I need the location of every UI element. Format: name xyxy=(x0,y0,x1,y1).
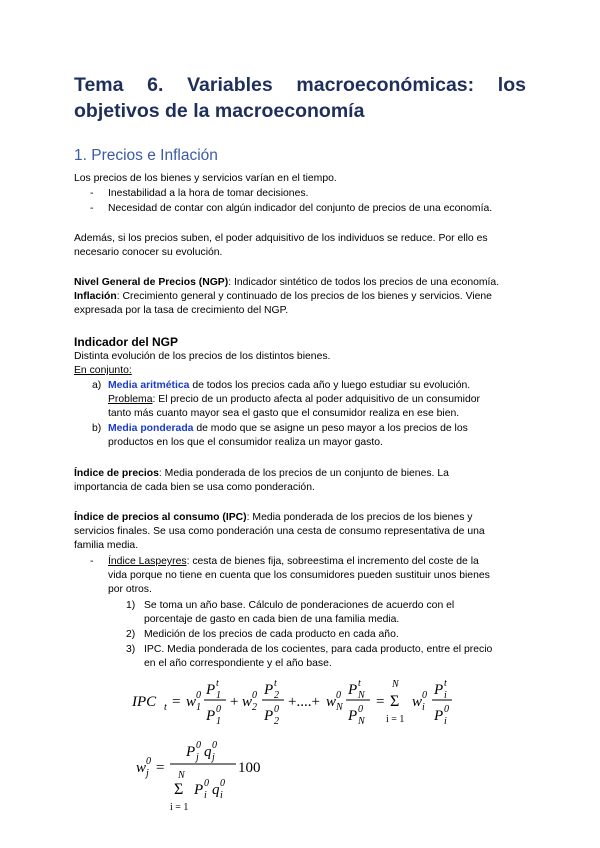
item-b-line-2: productos en los que el consumidor realiza un mayor gasto. xyxy=(108,437,383,448)
step-text: IPC. Media ponderada de los cocientes, para cada producto, entre el precio xyxy=(144,644,493,655)
laspeyres-line-2: vida porque no tiene en cuenta que los consumidores pueden sustituir unos bienes xyxy=(108,570,490,581)
svg-text:i = 1: i = 1 xyxy=(170,802,189,813)
problema-label: Problema xyxy=(108,394,153,405)
formula-sum: Σ xyxy=(390,693,400,710)
bullet-dash: - xyxy=(90,203,94,214)
inflacion-line-2: expresada por la tasa de crecimiento del NGP. xyxy=(74,305,289,316)
step-number: 2) xyxy=(126,629,136,640)
step-text: Se toma un año base. Cálculo de ponderaciones de acuerdo con el xyxy=(144,600,455,611)
formula-sum-top: N xyxy=(392,679,399,690)
svg-text:P: P xyxy=(264,708,274,724)
svg-text:t: t xyxy=(216,678,219,689)
svg-text:1: 1 xyxy=(216,690,221,701)
svg-text:t: t xyxy=(274,678,277,689)
svg-text:i: i xyxy=(444,690,447,701)
ipc-line-3: familia media. xyxy=(74,540,139,551)
indicador-text: Distinta evolución de los precios de los distintos bienes. xyxy=(74,351,331,362)
en-conjunto: En conjunto: xyxy=(74,365,132,376)
svg-text:P: P xyxy=(186,744,196,760)
ipc-formula xyxy=(130,672,470,732)
item-a-line-2 xyxy=(108,393,526,408)
bullet-dash: - xyxy=(90,188,94,199)
ngp-definition xyxy=(74,276,526,291)
indice-line-2: importancia de cada bien se usa como ponderación. xyxy=(74,482,315,493)
svg-text:0: 0 xyxy=(336,690,341,701)
svg-text:i: i xyxy=(204,790,207,801)
ademas-line-1: Además, si los precios suben, el poder adquisitivo de los individuos se reduce. Por ello es xyxy=(74,233,488,244)
laspeyres-dash: - xyxy=(90,556,94,567)
svg-text:j: j xyxy=(146,768,149,779)
svg-text:N: N xyxy=(336,702,343,713)
svg-text:2: 2 xyxy=(252,702,257,713)
item-b-rest: de modo que se asigne un peso mayor a los precios de los xyxy=(193,423,468,434)
ipc-definition xyxy=(74,511,526,526)
indice-text: : Media ponderada de los precios de un conjunto de bienes. La xyxy=(158,468,449,479)
svg-text:P: P xyxy=(434,708,444,724)
formula-100: 100 xyxy=(238,760,261,776)
svg-text:i: i xyxy=(422,702,425,713)
svg-text:q: q xyxy=(204,744,212,760)
svg-text:q: q xyxy=(212,782,220,798)
item-a-line-1 xyxy=(108,379,526,394)
svg-text:0: 0 xyxy=(196,690,201,701)
svg-text:P: P xyxy=(348,682,358,698)
item-a-marker: a) xyxy=(92,380,102,391)
step-text: en el año correspondiente y el año base. xyxy=(144,658,332,669)
inflacion-label: Inflación xyxy=(74,291,117,302)
svg-text:0: 0 xyxy=(146,756,151,767)
ngp-text: : Indicador sintético de todos los precios de una economía. xyxy=(228,277,500,288)
svg-text:=: = xyxy=(172,694,181,710)
svg-text:0: 0 xyxy=(444,704,449,715)
indice-label: Índice de precios xyxy=(74,468,159,479)
formula-dots: +....+ xyxy=(288,694,320,710)
svg-text:2: 2 xyxy=(274,716,279,727)
svg-text:1: 1 xyxy=(196,702,201,713)
item-a-line-2-text: : El precio de un producto afecta al poder adquisitivo de un consumidor xyxy=(152,394,480,405)
title-word: Tema xyxy=(74,74,124,96)
svg-text:i: i xyxy=(220,790,223,801)
svg-text:0: 0 xyxy=(274,704,279,715)
svg-text:2: 2 xyxy=(274,690,279,701)
svg-text:0: 0 xyxy=(422,690,427,701)
svg-text:=: = xyxy=(156,760,165,776)
laspeyres-text: : cesta de bienes fija, sobreestima el incremento del coste de la xyxy=(186,556,479,567)
svg-text:N: N xyxy=(358,716,365,727)
ademas-line-2: necesario conocer su evolución. xyxy=(74,247,223,258)
item-b-marker: b) xyxy=(92,423,102,434)
weight-formula xyxy=(130,734,280,814)
svg-text:w: w xyxy=(412,694,423,710)
formula-w-lhs: w xyxy=(136,760,147,776)
laspeyres-label: Índice Laspeyres xyxy=(108,556,187,567)
svg-text:0: 0 xyxy=(252,690,257,701)
svg-text:P: P xyxy=(264,682,274,698)
ipc-line-2: servicios finales. Se usa como ponderación una cesta de consumo representativa de una xyxy=(74,526,485,537)
svg-text:1: 1 xyxy=(216,716,221,727)
item-b-line-1 xyxy=(108,422,526,437)
intro-text: Los precios de los bienes y servicios varían en el tiempo. xyxy=(74,173,337,184)
formula-sum-bottom: i = 1 xyxy=(386,714,405,725)
svg-text:0: 0 xyxy=(204,778,209,789)
title-word: 6. xyxy=(147,74,164,96)
svg-text:w: w xyxy=(242,694,253,710)
svg-text:t: t xyxy=(444,678,447,689)
ngp-label: Nivel General de Precios (NGP) xyxy=(74,277,229,288)
bullet-text: Necesidad de contar con algún indicador del conjunto de precios de una economía. xyxy=(108,203,493,214)
inflacion-text: : Crecimiento general y continuado de los precios de los bienes y servicios. Viene xyxy=(116,291,492,302)
item-a-line-3: tanto más cuanto mayor sea el gasto que el consumidor realiza en ese bien. xyxy=(108,408,460,419)
svg-text:Σ: Σ xyxy=(174,781,184,798)
formula-eq: = xyxy=(376,694,385,710)
page-title xyxy=(74,72,526,124)
indicador-heading: Indicador del NGP xyxy=(74,335,179,349)
formula-sub: t xyxy=(164,702,167,713)
inflacion-definition xyxy=(74,290,526,305)
svg-text:0: 0 xyxy=(358,704,363,715)
step-text: Medición de los precios de cada producto en cada año. xyxy=(144,629,399,640)
svg-text:P: P xyxy=(206,682,216,698)
formula-ipc-lhs: IPC xyxy=(132,694,157,710)
svg-text:P: P xyxy=(194,782,204,798)
section-heading: 1. Precios e Inflación xyxy=(74,147,218,164)
step-text: porcentaje de gasto en cada bien de una familia media. xyxy=(144,614,400,625)
svg-text:P: P xyxy=(206,708,216,724)
title-word: Variables xyxy=(187,74,273,96)
item-a-rest: de todos los precios cada año y luego estudiar su evolución. xyxy=(189,380,471,391)
svg-text:j: j xyxy=(212,752,215,763)
laspeyres-line-1 xyxy=(108,555,526,570)
svg-text:w: w xyxy=(326,694,337,710)
svg-text:0: 0 xyxy=(220,778,225,789)
step-number: 1) xyxy=(126,600,136,611)
item-b-bold: Media ponderada xyxy=(108,423,194,434)
title-word: macroeconómicas: xyxy=(296,74,475,96)
title-line-2: objetivos de la macroeconomía xyxy=(74,100,365,122)
svg-text:0: 0 xyxy=(196,740,201,751)
laspeyres-line-3: por otros. xyxy=(108,584,152,595)
ipc-label: Índice de precios al consumo (IPC) xyxy=(74,512,247,523)
svg-text:0: 0 xyxy=(216,704,221,715)
en-conjunto-label: En conjunto xyxy=(74,365,129,376)
svg-text:w: w xyxy=(186,694,197,710)
svg-text:+: + xyxy=(230,694,239,710)
svg-text:N: N xyxy=(178,770,185,781)
indice-definition xyxy=(74,467,526,482)
step-number: 3) xyxy=(126,644,136,655)
title-word: los xyxy=(497,74,526,96)
svg-text:j: j xyxy=(196,752,199,763)
svg-text:i: i xyxy=(444,716,447,727)
svg-text:t: t xyxy=(358,678,361,689)
svg-text:N: N xyxy=(358,690,365,701)
item-a-bold: Media aritmética xyxy=(108,380,190,391)
svg-text:P: P xyxy=(348,708,358,724)
bullet-text: Inestabilidad a la hora de tomar decisiones. xyxy=(108,188,309,199)
svg-text:P: P xyxy=(434,682,444,698)
svg-text:0: 0 xyxy=(212,740,217,751)
ipc-text: : Media ponderada de los precios de los bienes y xyxy=(246,512,473,523)
